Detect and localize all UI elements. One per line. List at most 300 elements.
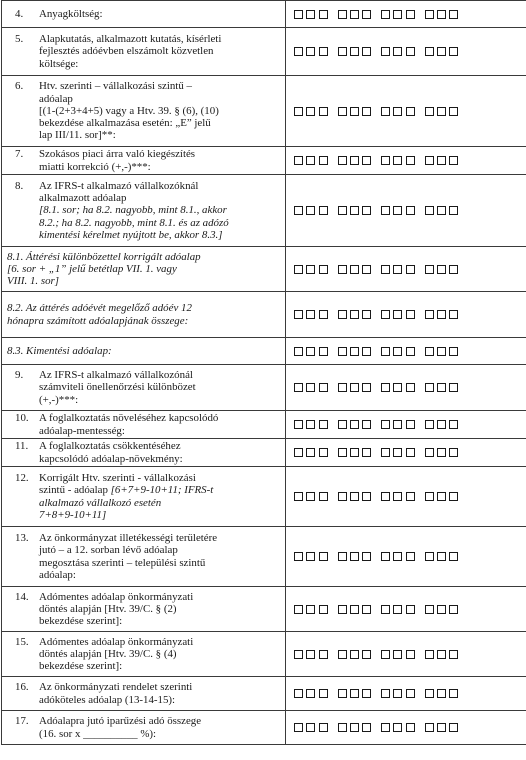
- digit-box[interactable]: [306, 689, 315, 698]
- digit-box[interactable]: [350, 492, 359, 501]
- digit-box[interactable]: [425, 605, 434, 614]
- digit-box[interactable]: [338, 420, 347, 429]
- digit-box[interactable]: [449, 448, 458, 457]
- row-label: [2, 715, 285, 740]
- digit-box[interactable]: [393, 689, 402, 698]
- digit-triplet: [425, 310, 459, 319]
- row-label: [2, 472, 285, 521]
- digit-triplet: [381, 156, 415, 165]
- digit-triplet: [338, 310, 372, 319]
- digit-box[interactable]: [362, 723, 371, 732]
- digit-box[interactable]: [381, 10, 390, 19]
- digit-box[interactable]: [294, 107, 303, 116]
- digit-box[interactable]: [449, 347, 458, 356]
- digit-box[interactable]: [393, 347, 402, 356]
- digit-box[interactable]: [449, 552, 458, 561]
- row-label: [2, 8, 285, 20]
- digit-box[interactable]: [294, 383, 303, 392]
- digit-box[interactable]: [294, 492, 303, 501]
- digit-triplet: [294, 310, 328, 319]
- row-number: 8.: [15, 179, 24, 192]
- digit-box[interactable]: [449, 310, 458, 319]
- digit-box[interactable]: [406, 552, 415, 561]
- row-amount-cell: [286, 28, 526, 76]
- row-amount-cell: [286, 175, 526, 247]
- digit-box[interactable]: [406, 448, 415, 457]
- row-number: 6.: [15, 80, 24, 93]
- digit-box[interactable]: [449, 107, 458, 116]
- digit-box[interactable]: [425, 492, 434, 501]
- digit-box[interactable]: [393, 448, 402, 457]
- digit-box[interactable]: [449, 650, 458, 659]
- digit-box[interactable]: [338, 689, 347, 698]
- digit-triplet: [425, 383, 459, 392]
- digit-box[interactable]: [393, 10, 402, 19]
- row-label: [2, 251, 285, 288]
- digit-triplet: [381, 310, 415, 319]
- digit-box[interactable]: [393, 310, 402, 319]
- digit-box[interactable]: [437, 420, 446, 429]
- digit-box[interactable]: [406, 265, 415, 274]
- digit-box[interactable]: [406, 492, 415, 501]
- digit-box[interactable]: [381, 552, 390, 561]
- digit-box[interactable]: [319, 448, 328, 457]
- digit-box[interactable]: [306, 47, 315, 56]
- digit-box[interactable]: [449, 605, 458, 614]
- digit-box[interactable]: [350, 448, 359, 457]
- digit-box[interactable]: [437, 10, 446, 19]
- row-amount-cell: [286, 365, 526, 411]
- digit-box[interactable]: [294, 605, 303, 614]
- row-main-text: Szokásos piaci árra való kiegészítés miatti korrekció (+,-)***:: [39, 148, 196, 173]
- digit-box[interactable]: [449, 420, 458, 429]
- digit-box[interactable]: [319, 206, 328, 215]
- digit-box[interactable]: [319, 420, 328, 429]
- digit-box[interactable]: [362, 492, 371, 501]
- digit-triplet: [338, 265, 372, 274]
- digit-box[interactable]: [393, 605, 402, 614]
- digit-box[interactable]: [362, 265, 371, 274]
- digit-box[interactable]: [319, 383, 328, 392]
- digit-box[interactable]: [338, 206, 347, 215]
- form-row: [2, 467, 526, 527]
- digit-triplet: [338, 156, 372, 165]
- digit-box[interactable]: [350, 605, 359, 614]
- digit-box[interactable]: [437, 492, 446, 501]
- digit-box[interactable]: [350, 552, 359, 561]
- digit-box[interactable]: [338, 605, 347, 614]
- digit-box[interactable]: [294, 552, 303, 561]
- digit-box[interactable]: [425, 448, 434, 457]
- digit-box[interactable]: [319, 723, 328, 732]
- digit-box[interactable]: [319, 156, 328, 165]
- digit-triplet: [381, 689, 415, 698]
- digit-box[interactable]: [449, 689, 458, 698]
- digit-box[interactable]: [425, 689, 434, 698]
- digit-box[interactable]: [319, 47, 328, 56]
- digit-box[interactable]: [425, 265, 434, 274]
- digit-triplet: [381, 448, 415, 457]
- digit-box[interactable]: [294, 723, 303, 732]
- digit-box[interactable]: [393, 47, 402, 56]
- digit-box[interactable]: [381, 265, 390, 274]
- digit-box[interactable]: [449, 156, 458, 165]
- digit-box[interactable]: [350, 10, 359, 19]
- digit-box[interactable]: [437, 310, 446, 319]
- digit-triplet: [294, 689, 328, 698]
- form-body: [2, 1, 526, 745]
- digit-box-group: [286, 689, 526, 698]
- digit-box[interactable]: [306, 448, 315, 457]
- digit-box[interactable]: [306, 347, 315, 356]
- digit-box[interactable]: [425, 156, 434, 165]
- digit-triplet: [381, 420, 415, 429]
- digit-box[interactable]: [449, 10, 458, 19]
- digit-box[interactable]: [319, 347, 328, 356]
- digit-box[interactable]: [449, 47, 458, 56]
- digit-box[interactable]: [393, 723, 402, 732]
- digit-box[interactable]: [406, 10, 415, 19]
- digit-box[interactable]: [306, 383, 315, 392]
- digit-triplet: [425, 347, 459, 356]
- digit-box[interactable]: [381, 347, 390, 356]
- digit-box[interactable]: [338, 383, 347, 392]
- digit-triplet: [294, 107, 328, 116]
- digit-box[interactable]: [381, 492, 390, 501]
- digit-box[interactable]: [437, 347, 446, 356]
- digit-box[interactable]: [437, 47, 446, 56]
- digit-box[interactable]: [362, 650, 371, 659]
- digit-box[interactable]: [437, 448, 446, 457]
- digit-box[interactable]: [306, 552, 315, 561]
- digit-box[interactable]: [338, 310, 347, 319]
- digit-box[interactable]: [437, 689, 446, 698]
- row-label-cell: [2, 711, 286, 745]
- digit-box[interactable]: [294, 420, 303, 429]
- digit-box[interactable]: [406, 383, 415, 392]
- digit-box[interactable]: [425, 310, 434, 319]
- digit-box[interactable]: [319, 310, 328, 319]
- row-label: [2, 412, 285, 437]
- digit-box[interactable]: [338, 47, 347, 56]
- digit-box[interactable]: [350, 206, 359, 215]
- digit-box[interactable]: [381, 723, 390, 732]
- digit-box[interactable]: [393, 107, 402, 116]
- digit-box[interactable]: [425, 107, 434, 116]
- digit-box[interactable]: [306, 310, 315, 319]
- digit-triplet: [294, 156, 328, 165]
- digit-box[interactable]: [319, 107, 328, 116]
- digit-box[interactable]: [393, 650, 402, 659]
- digit-box[interactable]: [437, 552, 446, 561]
- digit-box[interactable]: [437, 605, 446, 614]
- digit-box[interactable]: [362, 107, 371, 116]
- digit-triplet: [425, 10, 459, 19]
- digit-box[interactable]: [338, 552, 347, 561]
- digit-box[interactable]: [393, 383, 402, 392]
- digit-triplet: [425, 650, 459, 659]
- digit-box[interactable]: [406, 107, 415, 116]
- digit-box[interactable]: [306, 156, 315, 165]
- digit-triplet: [338, 347, 372, 356]
- row-main-text: Az IFRS-t alkalmazó vállalkozónál számviteli önellenőrzési különbözet (+,-)***:: [39, 369, 196, 406]
- digit-box[interactable]: [319, 650, 328, 659]
- digit-box[interactable]: [381, 107, 390, 116]
- digit-box[interactable]: [350, 650, 359, 659]
- digit-box[interactable]: [393, 552, 402, 561]
- digit-box[interactable]: [425, 420, 434, 429]
- digit-box[interactable]: [338, 10, 347, 19]
- digit-box[interactable]: [362, 383, 371, 392]
- digit-box[interactable]: [425, 723, 434, 732]
- digit-box[interactable]: [306, 206, 315, 215]
- digit-box[interactable]: [294, 206, 303, 215]
- digit-triplet: [294, 650, 328, 659]
- digit-box-group: [286, 448, 526, 457]
- digit-box[interactable]: [393, 206, 402, 215]
- digit-box[interactable]: [350, 383, 359, 392]
- digit-box[interactable]: [306, 650, 315, 659]
- digit-box[interactable]: [319, 689, 328, 698]
- digit-triplet: [338, 420, 372, 429]
- digit-box[interactable]: [393, 156, 402, 165]
- digit-box[interactable]: [338, 347, 347, 356]
- row-main-text: Korrigált Htv. szerinti - vállalkozási szintű - adóalap: [39, 471, 196, 497]
- digit-box[interactable]: [362, 47, 371, 56]
- digit-box-group: [286, 156, 526, 165]
- row-amount-cell: [286, 527, 526, 587]
- form-row: [2, 1, 526, 28]
- digit-box[interactable]: [381, 420, 390, 429]
- digit-triplet: [381, 650, 415, 659]
- digit-box[interactable]: [294, 650, 303, 659]
- row-amount-cell: [286, 439, 526, 467]
- digit-box[interactable]: [362, 347, 371, 356]
- digit-box[interactable]: [362, 420, 371, 429]
- digit-box[interactable]: [381, 206, 390, 215]
- digit-box[interactable]: [294, 10, 303, 19]
- digit-box[interactable]: [338, 650, 347, 659]
- digit-box[interactable]: [425, 347, 434, 356]
- row-note-text: [6+7+9-10+11; IFRS-t alkalmazó vállalkozó esetén 7+8+9-10+11]: [39, 484, 214, 521]
- row-main-text: Htv. szerinti – vállalkozási szintű – adóalap [(1-(2+3+4+5) vagy a Htv. 39. § (6), (10) bekezdése alkalmazása esetén: „E” jelű lap III/11. sor]**:: [39, 80, 219, 142]
- digit-box[interactable]: [406, 650, 415, 659]
- row-text: [39, 80, 281, 141]
- digit-box[interactable]: [437, 723, 446, 732]
- digit-box[interactable]: [449, 383, 458, 392]
- digit-box[interactable]: [306, 10, 315, 19]
- digit-box[interactable]: [449, 492, 458, 501]
- digit-box[interactable]: [306, 107, 315, 116]
- digit-box[interactable]: [425, 383, 434, 392]
- row-amount-cell: [286, 411, 526, 439]
- row-label-cell: [2, 439, 286, 467]
- digit-triplet: [294, 723, 328, 732]
- row-number: 12.: [15, 471, 29, 484]
- digit-triplet: [381, 265, 415, 274]
- digit-box[interactable]: [338, 156, 347, 165]
- digit-triplet: [425, 605, 459, 614]
- digit-box[interactable]: [350, 47, 359, 56]
- row-label-cell: [2, 467, 286, 527]
- digit-triplet: [381, 10, 415, 19]
- row-amount-cell: [286, 292, 526, 338]
- digit-box[interactable]: [362, 206, 371, 215]
- form-row: [2, 439, 526, 467]
- digit-box[interactable]: [294, 347, 303, 356]
- digit-box[interactable]: [381, 156, 390, 165]
- row-main-text: 8.1. Áttérési különbözettel korrigált adóalap [6. sor + „1” jelű betétlap VII. 1. vagy VIII. 1. sor]: [7, 250, 201, 288]
- row-label: [2, 180, 285, 241]
- digit-box[interactable]: [381, 310, 390, 319]
- digit-box[interactable]: [425, 206, 434, 215]
- digit-box[interactable]: [437, 206, 446, 215]
- digit-triplet: [338, 383, 372, 392]
- digit-box[interactable]: [393, 420, 402, 429]
- digit-box[interactable]: [319, 265, 328, 274]
- digit-box[interactable]: [338, 448, 347, 457]
- digit-box[interactable]: [381, 47, 390, 56]
- digit-box[interactable]: [393, 265, 402, 274]
- digit-box[interactable]: [406, 156, 415, 165]
- digit-box[interactable]: [406, 347, 415, 356]
- digit-triplet: [338, 492, 372, 501]
- digit-box[interactable]: [294, 310, 303, 319]
- digit-box[interactable]: [306, 492, 315, 501]
- row-number: 15.: [15, 635, 29, 648]
- row-label: [2, 33, 285, 70]
- digit-box[interactable]: [425, 47, 434, 56]
- digit-box[interactable]: [294, 47, 303, 56]
- digit-box[interactable]: [362, 10, 371, 19]
- row-text: [39, 148, 281, 173]
- row-amount-cell: [286, 711, 526, 745]
- digit-triplet: [294, 420, 328, 429]
- digit-box[interactable]: [406, 723, 415, 732]
- digit-triplet: [425, 107, 459, 116]
- form-row: [2, 147, 526, 175]
- digit-box[interactable]: [406, 605, 415, 614]
- digit-box[interactable]: [362, 552, 371, 561]
- digit-box[interactable]: [381, 689, 390, 698]
- digit-box[interactable]: [406, 420, 415, 429]
- row-label: [2, 440, 285, 465]
- digit-box[interactable]: [425, 10, 434, 19]
- row-number: 9.: [15, 369, 24, 382]
- digit-triplet: [338, 107, 372, 116]
- digit-box[interactable]: [362, 605, 371, 614]
- digit-triplet: [425, 265, 459, 274]
- digit-box[interactable]: [381, 383, 390, 392]
- digit-box[interactable]: [338, 107, 347, 116]
- digit-box[interactable]: [294, 265, 303, 274]
- digit-box-group: [286, 47, 526, 56]
- digit-box[interactable]: [362, 689, 371, 698]
- digit-box[interactable]: [425, 650, 434, 659]
- digit-triplet: [338, 552, 372, 561]
- digit-box[interactable]: [319, 552, 328, 561]
- row-note-text: [8.1. sor; ha 8.2. nagyobb, mint 8.1., akkor 8.2.; ha 8.2. nagyobb, mint 8.1. és az adózó kimentési kérelmet nyújtott be, akkor 8.3.]: [39, 204, 229, 241]
- row-text: [39, 33, 281, 70]
- row-main-text: Alapkutatás, alkalmazott kutatás, kísérleti fejlesztés adóévben elszámolt közvetlen költsége:: [39, 33, 222, 70]
- row-amount-cell: [286, 247, 526, 292]
- digit-box[interactable]: [449, 265, 458, 274]
- row-main-text: Az önkormányzat illetékességi területére jutó – a 12. sorban lévő adóalap megosztása szerinti – települési szintű adóalap:: [39, 531, 218, 581]
- digit-triplet: [294, 10, 328, 19]
- digit-box[interactable]: [362, 448, 371, 457]
- digit-box[interactable]: [294, 156, 303, 165]
- digit-box[interactable]: [362, 156, 371, 165]
- digit-box[interactable]: [350, 265, 359, 274]
- digit-box[interactable]: [294, 448, 303, 457]
- digit-box[interactable]: [437, 650, 446, 659]
- digit-box-group: [286, 723, 526, 732]
- row-number: 4.: [15, 7, 24, 20]
- digit-box[interactable]: [319, 605, 328, 614]
- digit-triplet: [294, 605, 328, 614]
- row-label-cell: [2, 632, 286, 677]
- digit-box[interactable]: [381, 448, 390, 457]
- digit-box[interactable]: [338, 723, 347, 732]
- digit-box[interactable]: [350, 420, 359, 429]
- digit-box[interactable]: [406, 206, 415, 215]
- digit-box[interactable]: [350, 156, 359, 165]
- digit-box[interactable]: [350, 347, 359, 356]
- row-label-cell: [2, 28, 286, 76]
- row-text: [39, 180, 281, 241]
- digit-box[interactable]: [437, 156, 446, 165]
- digit-box[interactable]: [437, 383, 446, 392]
- digit-box[interactable]: [294, 689, 303, 698]
- digit-box[interactable]: [449, 723, 458, 732]
- digit-box-group: [286, 265, 526, 274]
- row-label: [2, 681, 285, 706]
- digit-box[interactable]: [306, 265, 315, 274]
- digit-box[interactable]: [306, 420, 315, 429]
- digit-box[interactable]: [381, 650, 390, 659]
- digit-triplet: [294, 47, 328, 56]
- digit-box[interactable]: [338, 492, 347, 501]
- digit-box[interactable]: [449, 206, 458, 215]
- digit-box[interactable]: [406, 47, 415, 56]
- digit-box[interactable]: [406, 689, 415, 698]
- digit-box[interactable]: [381, 605, 390, 614]
- digit-box[interactable]: [393, 492, 402, 501]
- digit-box[interactable]: [350, 107, 359, 116]
- digit-box[interactable]: [350, 689, 359, 698]
- row-number: 14.: [15, 590, 29, 603]
- digit-box[interactable]: [362, 310, 371, 319]
- row-label-cell: [2, 147, 286, 175]
- digit-box[interactable]: [306, 605, 315, 614]
- digit-box[interactable]: [338, 265, 347, 274]
- digit-box[interactable]: [306, 723, 315, 732]
- digit-box-group: [286, 605, 526, 614]
- digit-box[interactable]: [350, 310, 359, 319]
- digit-triplet: [294, 265, 328, 274]
- digit-triplet: [425, 689, 459, 698]
- digit-box[interactable]: [425, 552, 434, 561]
- digit-box[interactable]: [350, 723, 359, 732]
- digit-box[interactable]: [437, 265, 446, 274]
- form-row: [2, 292, 526, 338]
- digit-box-group: [286, 107, 526, 116]
- digit-box[interactable]: [406, 310, 415, 319]
- digit-box[interactable]: [319, 10, 328, 19]
- digit-box[interactable]: [437, 107, 446, 116]
- digit-box[interactable]: [319, 492, 328, 501]
- digit-box-group: [286, 383, 526, 392]
